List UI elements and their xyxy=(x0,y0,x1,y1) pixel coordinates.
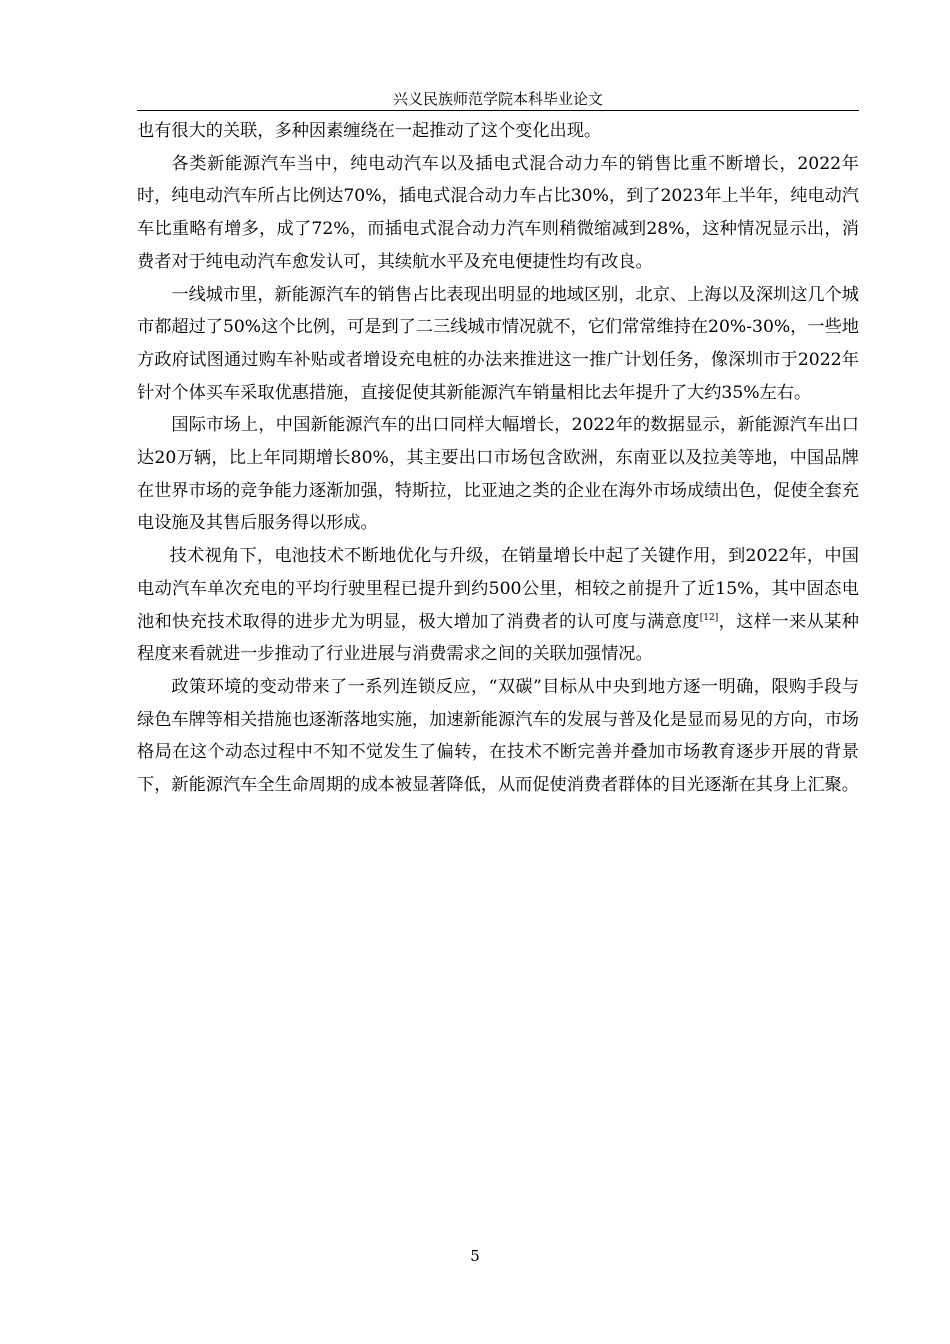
paragraph-vehicle-type-share: 各类新能源汽车当中，纯电动汽车以及插电式混合动力车的销售比重不断增长，2022年时，纯电动汽车所占比例达70%，插电式混合动力车占比30%，到了2023年上半年，纯电动汽车比重略有增多，成了72%，而插电式混合动力汽车则稍微缩减到28%，这种情况显示出，消费者对于纯电动汽车愈发认可，其续航水平及充电便捷性均有改良。 xyxy=(137,153,859,272)
paragraph-international-market: 国际市场上，中国新能源汽车的出口同样大幅增长，2022年的数据显示，新能源汽车出口达20万辆，比上年同期增长80%，其主要出口市场包含欧洲，东南亚以及拉美等地，中国品牌在世界市场的竞争能力逐渐加强，特斯拉，比亚迪之类的企业在海外市场成绩出色，促使全套充电设施及其售后服务得以形成。 xyxy=(137,415,859,534)
citation-reference: [12] xyxy=(699,612,719,623)
body-text xyxy=(137,115,859,802)
paragraph-policy-environment: 政策环境的变动带来了一系列连锁反应，“双碳”目标从中央到地方逐一明确，限购手段与绿色车牌等相关措施也逐渐落地实施，加速新能源汽车的发展与普及化是显而易见的方向，市场格局在这个动态过程中不知不觉发生了偏转，在技术不断完善并叠加市场教育逐步开展的背景下，新能源汽车全生命周期的成本被显著降低，从而促使消费者群体的目光逐渐在其身上汇聚。 xyxy=(137,676,859,796)
battery-text-after-citation: ，这样一来从某种程度来看就进一步推动了行业进展与消费需求之间的关联加强情况。 xyxy=(137,611,859,665)
paragraph-battery-technology xyxy=(137,540,859,671)
page-number: 5 xyxy=(470,1247,480,1265)
paragraph-regional-share: 一线城市里，新能源汽车的销售占比表现出明显的地域区别，北京、上海以及深圳这几个城市都超过了50%这个比例，可是到了二三线城市情况就不，它们常常维持在20%-30%，一些地方政府试图通过购车补贴或者增设充电桩的办法来推进这一推广计划任务，像深圳市于2022年针对个体买车采取优惠措施，直接促使其新能源汽车销量相比去年提升了大约35%左右。 xyxy=(137,284,859,403)
paragraph-continuation: 也有很大的关联，多种因素缠绕在一起推动了这个变化出现。 xyxy=(137,121,602,141)
thesis-header-title: 兴义民族师范学院本科毕业论文 xyxy=(392,90,603,108)
page-header xyxy=(137,88,859,111)
battery-text-before-citation: 技术视角下，电池技术不断地优化与升级，在销量增长中起了关键作用，到2022年，中国电动汽车单次充电的平均行驶里程已提升到约500公里，相较之前提升了近15%，其中固态电池和快充技术取得的进步尤为明显，极大增加了消费者的认可度与满意度 xyxy=(137,546,859,632)
